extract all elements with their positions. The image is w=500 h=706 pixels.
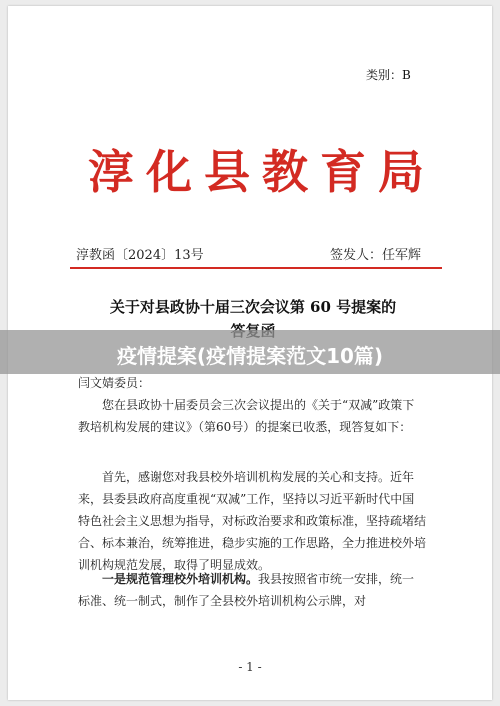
red-divider-line (70, 267, 442, 269)
document-title-line1: 关于对县政协十届三次会议第 60 号提案的 (109, 298, 397, 316)
paragraph-3 (78, 568, 426, 612)
category-label: 类别：B (366, 68, 411, 82)
paragraph-3-heading: 一是规范管理校外培训机构。 (102, 572, 259, 586)
signer-label: 签发人：任军辉 (330, 248, 422, 263)
paragraph-3-text: 我县按照省市统一安排，统一标准、统一制式，制作了全县校外培训机构公示牌，对 (78, 572, 415, 608)
paragraph-1: 您在县政协十届委员会三次会议提出的《关于“双减”政策下教培机构发展的建议》（第60号）的提案已收悉，现答复如下： (78, 398, 415, 434)
issuing-authority-title: 淳化县教育局 (88, 145, 436, 199)
document-number: 淳教函〔2024〕13号 (76, 248, 204, 263)
page-number: - 1 - (238, 660, 262, 674)
paragraph-2: 首先，感谢您对我县校外培训机构发展的关心和支持。近年来，县委县政府高度重视“双减”工作，坚持以习近平新时代中国特色社会主义思想为指导，对标政治要求和政策标准，坚持疏堵结合、标本兼治，统筹推进，稳步实施的工作思路，全力推进校外培训机构规范发展，取得了明显成效。 (78, 470, 427, 572)
banner-title[interactable]: 疫情提案(疫情提案范文10篇) (116, 344, 384, 368)
salutation: 闫文婧委员： (78, 376, 151, 390)
